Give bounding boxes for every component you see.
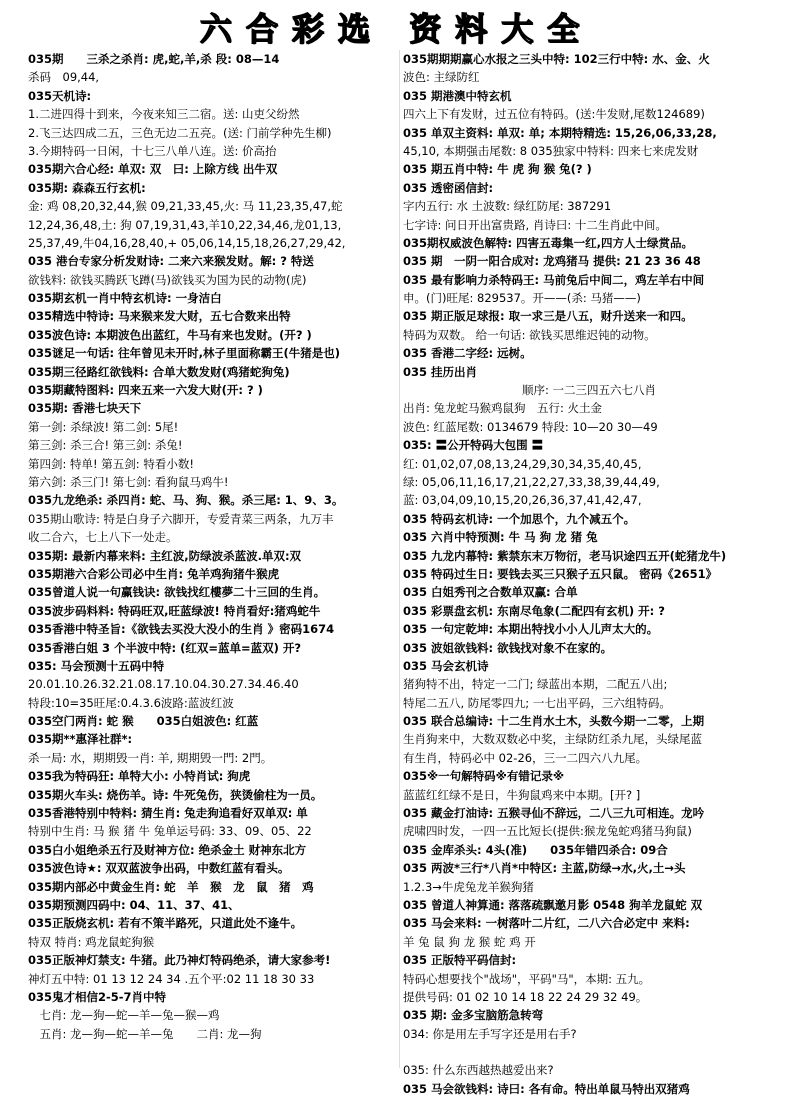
right-column-line: 035: 〓公开特码大包围 〓 xyxy=(403,438,544,453)
left-column-line: 五肖: 龙—狗—蛇—羊—兔 二肖: 龙—狗 xyxy=(28,1026,262,1041)
left-column-line: 金: 鸡 08,20,32,44,猴 09,21,33,45,火: 马 11,23,35,47,蛇 xyxy=(28,199,343,214)
left-column-line: 035香港中特圣旨:《欲钱去买没大没小的生肖 》密码1674 xyxy=(28,622,335,637)
left-column-line: 035天机诗: xyxy=(28,88,92,103)
right-column-line: 035 马会玄机诗 xyxy=(403,658,489,673)
right-column-line: 035 最有影响力杀特码王: 马前兔后中间二，鸡左羊右中间 xyxy=(403,272,705,287)
right-column-line: 035 藏金打油诗: 五猴寻仙不辞远，二八三九可相连。龙吟 xyxy=(403,806,705,821)
right-column-line: 羊 兔 鼠 狗 龙 猴 蛇 鸡 开 xyxy=(403,934,536,949)
left-column-line: 035期内部必中黄金生肖: 蛇 羊 猴 龙 鼠 猪 鸡 xyxy=(28,879,314,894)
right-column-line: 出肖: 兔龙蛇马猴鸡鼠狗 五行: 火土金 xyxy=(403,401,603,416)
left-column-line: 035波色诗★: 双双蓝波争出码，中数红蓝有看头。 xyxy=(28,861,290,876)
right-column-line: 035 白姐秀刊之合数单双赢: 合单 xyxy=(403,585,578,600)
left-column-line: 035香港特别中特料: 猜生肖: 兔走狗追看好双单双: 单 xyxy=(28,806,308,821)
right-column-line: 035 期: 金多宝脑筋急转弯 xyxy=(403,1008,544,1023)
left-column-line: 035我为特码狂: 单特大小: 小特肖试: 狗虎 xyxy=(28,769,251,784)
left-column-line: 12,24,36,48,土: 狗 07,19,31,43,羊10,22,34,46,龙01,13, xyxy=(28,217,342,232)
page-title: 六合彩选 资料大全 xyxy=(199,10,594,48)
right-column-line: 035 马会来料: 一树落叶二片红，二八六合必定中 来料: xyxy=(403,916,690,931)
right-column-line: 035 期正版足球报: 取一求三是八五，财升送来一和四。 xyxy=(403,309,693,324)
right-column-line: 035 期五肖中特: 牛 虎 狗 猴 兔(? ) xyxy=(403,162,592,177)
left-column-line: 25,37,49,牛04,16,28,40,+ 05,06,14,15,18,26,27,29,42, xyxy=(28,235,346,250)
right-column-line: 035 两波*三行*八肖*中特区: 主蓝,防绿→水,火,土→头 xyxy=(403,861,686,876)
left-column-line: 第六剑: 杀三门! 第七剑: 看狗鼠马鸡牛! xyxy=(28,474,229,489)
left-column xyxy=(28,50,400,1070)
right-column-line: 猪狗特不出，特定一二门; 绿蓝出本期，二配五八出; xyxy=(403,677,668,692)
left-column-line: 1.二进四得十到来，今夜来知三二宿。送: 山吏父纷然 xyxy=(28,107,300,122)
right-column-line: 申。(门)旺尾: 829537。开——(杀: 马猪——) xyxy=(403,291,641,306)
right-column-line: 波色: 主绿防红 xyxy=(403,70,480,85)
left-column-line: 035香港白姐 3 个半波中特: (红双=蓝单=蓝双) 开? xyxy=(28,640,302,655)
left-column-line: 第一剑: 杀绿波! 第二剑: 5尾! xyxy=(28,419,179,434)
left-column-line: 035九龙绝杀: 杀四肖: 蛇、马、狗、猴。杀三尾: 1、9、3。 xyxy=(28,493,344,508)
left-column-line: 035谜足一句话: 往年曾见未开时,林子里面称霸王(牛猪是也) xyxy=(28,346,340,361)
left-column-line: 特别中生肖: 马 猴 猪 牛 兔单运号码: 33、09、05、22 xyxy=(28,824,312,839)
right-column-line: 七字诗: 问日开出富贵路, 肖诗曰: 十二生肖此中间。 xyxy=(403,217,667,232)
left-column-line: 特双 特肖: 鸡龙鼠蛇狗猴 xyxy=(28,934,155,949)
right-column-line: 生肖狗来中，大数双数必中奖，主绿防红杀九尾，头绿尾蓝 xyxy=(403,732,702,747)
left-column-line: 3.今期特码一日闲，十七三八单八连。送: 价高抬 xyxy=(28,143,277,158)
left-column-line: 035期三径路红欲钱料: 合单大数发财(鸡猪蛇狗兔) xyxy=(28,364,290,379)
right-column-line: 绿: 05,06,11,16,17,21,22,27,33,38,39,44,49, xyxy=(403,474,660,489)
left-column-line: 035期六合心经: 单双: 双 曰: 上除方线 出牛双 xyxy=(28,162,278,177)
left-column-line: 035期山歌诗: 特是白身子六脚开，专爱青菜三两条，九万丰 xyxy=(28,511,334,526)
left-column-line: 欲钱料: 欲钱买腾跃飞蹲(马)欲钱买为国为民的动物(虎) xyxy=(28,272,307,287)
left-column-line: 035期玄机一肖中特玄机诗: 一身洁白 xyxy=(28,291,222,306)
right-column-line: 035 透密函信封: xyxy=(403,180,494,195)
right-column-line: 1.2.3→牛虎兔龙羊猴狗猪 xyxy=(403,879,534,894)
left-column-line: 035白小姐绝杀五行及财神方位: 绝杀金土 财神东北方 xyxy=(28,842,307,857)
right-column-line: 45,10, 本期强击尾数: 8 035独家中特料: 四来七来虎发财 xyxy=(403,143,699,158)
right-column-line: 035 期 一阴一阳合成对: 龙鸡猪马 提供: 21 23 36 48 xyxy=(403,254,701,269)
left-column-line: 035空门两肖: 蛇 猴 035白姐波色: 红蓝 xyxy=(28,714,259,729)
right-column-line: 035 六肖中特预测: 牛 马 狗 龙 猪 兔 xyxy=(403,530,598,545)
right-column-line: 035期权威波色解特: 四害五毒集一红,四方人士绿赏品。 xyxy=(403,235,693,250)
right-column-line: 字内五行: 水 土波数: 绿红防尾: 387291 xyxy=(403,199,612,214)
right-column-line: 035 正版特平码信封: xyxy=(403,953,517,968)
right-column-line: 红: 01,02,07,08,13,24,29,30,34,35,40,45, xyxy=(403,456,642,471)
left-column-line: 035波步码料料: 特码旺双,旺蓝绿波! 特肖看好:猪鸡蛇牛 xyxy=(28,603,321,618)
right-column-line: 蓝蓝红红绿不是日，牛狗鼠鸡来中本期。[开? ] xyxy=(403,787,641,802)
right-column-line: 特尾二五八, 防尾零四九; 一七出平码，三六组特码。 xyxy=(403,695,671,710)
left-column-line: 035曾道人说一句赢钱诀: 欲钱找红樓夢二十三回的生肖。 xyxy=(28,585,326,600)
right-column-line: 特码为双数。 给一句话: 欲钱买思维迟钝的动物。 xyxy=(403,327,656,342)
right-column-line: 035 单双主资料: 单双: 单; 本期特精选: 15,26,06,33,28, xyxy=(403,125,717,140)
right-column-line: 035期期期赢心水报之三头中特: 102三行中特: 水、金、火 xyxy=(403,52,710,66)
right-column-line: 035: 什么东西越热越爱出来? xyxy=(403,1063,554,1078)
left-column-line: 杀码 09,44, xyxy=(28,70,100,85)
right-column-line: 顺序: 一二三四五六七八肖 xyxy=(521,383,657,398)
right-column-line: 特码心想要找个"战场"，平码"马"，本期: 五九。 xyxy=(403,971,651,986)
right-column-line: 035 马会欲钱料: 诗曰: 各有命。特出单鼠马特出双猪鸡 xyxy=(403,1081,690,1096)
right-column-line: 035 特码玄机诗: 一个加思个，九个减五个。 xyxy=(403,511,636,526)
left-column-line: 035 港台专家分析发财诗: 二来六来猴发财。解: ? 特送 xyxy=(28,254,314,269)
left-column-line: 035正版烧玄机: 若有不策半路死，只道此处不逢牛。 xyxy=(28,916,303,931)
right-column-line: 蓝: 03,04,09,10,15,20,26,36,37,41,42,47, xyxy=(403,493,642,508)
right-column-line: 035 一句定乾坤: 本期出特找小小人儿声太大的。 xyxy=(403,622,659,637)
right-column-line: 035 波姐欲钱料: 欲钱找对象不在家的。 xyxy=(403,640,613,655)
right-column-line: 035 联合总编诗: 十二生肖水土木，头数今期一二零，上期 xyxy=(403,714,705,729)
left-column-line: 杀一局: 水，期期毁一肖: 羊, 期期毁一門: 2門。 xyxy=(28,750,273,765)
right-column-line: 四六上下有发财，过五位有特码。(送:牛发财,尾数124689) xyxy=(403,107,705,122)
left-column-line: 035期藏特图料: 四来五来一六发大财(开: ? ) xyxy=(28,383,263,398)
right-column-line: 虎啸四时发，一四一五比短长(提供:猴龙兔蛇鸡猪马狗鼠) xyxy=(403,824,692,839)
left-column-line: 035期火车头: 烧伤羊。诗: 牛死兔伤，狭烫偷柱为一员。 xyxy=(28,787,323,802)
left-column-line: 035期: 森森五行玄机: xyxy=(28,180,146,195)
left-column-line: 第三剑: 杀三合! 第三剑: 杀兔! xyxy=(28,438,183,453)
left-column-line: 神灯五中特: 01 13 12 24 34 .五个平:02 11 18 30 33 xyxy=(28,971,315,986)
left-column-line: 035期 三杀之杀肖: 虎,蛇,羊,杀 段: 08—14 xyxy=(28,52,280,66)
right-column-line: 035 期港澳中特玄机 xyxy=(403,88,512,103)
right-column-line: 有生肖，特码必中 02-26，三一二四六八九尾。 xyxy=(403,750,648,765)
left-column-line: 035鬼才相信2-5-7肖中特 xyxy=(28,989,167,1004)
right-column-line: 波色: 红蓝尾数: 0134679 特段: 10—20 30—49 xyxy=(403,419,658,434)
left-column-line: 035期: 香港七块天下 xyxy=(28,401,142,416)
left-column-line: 035期港六合彩公司必中生肖: 兔羊鸡狗猪牛猴虎 xyxy=(28,566,280,581)
right-column-line: 035 金库杀头: 4头(准) 035年错四杀合: 09合 xyxy=(403,842,668,857)
right-column-line: 035 九龙内幕特: 紫禁东末万物衍，老马识途四五开(蛇猪龙牛) xyxy=(403,548,727,563)
left-column-line: 七肖: 龙—狗—蛇—羊—兔—猴—鸡 xyxy=(28,1008,220,1023)
left-column-line: 035波色诗: 本期波色出蓝红，牛马有来也发财。(开? ) xyxy=(28,327,312,342)
right-column xyxy=(403,50,775,1096)
left-column-line: 第四剑: 特单! 第五剑: 特看小数! xyxy=(28,456,194,471)
left-column-line: 035精选中特诗: 马来猴来发大财，五七合数来出特 xyxy=(28,309,291,324)
right-column-line: 035 曾道人神算通: 落落疏飘邀月影 0548 狗羊龙鼠蛇 双 xyxy=(403,897,703,912)
right-column-line: 035※一句解特码※有错记录※ xyxy=(403,769,565,784)
right-column-line: 035 彩票盘玄机: 东南尽龟象(二配四有玄机) 开: ? xyxy=(403,603,665,618)
left-column-line: 035期: 最新内幕来料: 主红波,防绿波杀蓝波.单双:双 xyxy=(28,548,302,563)
left-column-line: 收二合六，七上八下一处走。 xyxy=(28,530,178,545)
left-column-line: 特段:10=35旺尾:0.4.3.6波路:蓝波红波 xyxy=(28,695,234,710)
left-column-line: 035期**惠泽社群*: xyxy=(28,732,133,747)
left-column-line: 035正版神灯禁支: 牛猪。此乃神灯特码绝杀，请大家参考! xyxy=(28,953,331,968)
right-column-line: 提供号码: 01 02 10 14 18 22 24 29 32 49。 xyxy=(403,989,648,1004)
right-column-line xyxy=(403,1043,775,1061)
left-column-line: 2.飞三达四成二五，三色无边二五亮。(送: 门前学种先生柳) xyxy=(28,125,332,140)
right-column-line: 034: 你是用左手写字还是用右手? xyxy=(403,1026,577,1041)
left-column-line: 20.01.10.26.32.21.08.17.10.04.30.27.34.46.40 xyxy=(28,677,299,692)
right-column-line: 035 特码过生日: 要钱去买三只猴子五只鼠。 密码《2651》 xyxy=(403,566,718,581)
left-column-line: 035: 马会预测十五码中特 xyxy=(28,658,165,673)
left-column-line: 035期预测四码中: 04、11、37、41、 xyxy=(28,897,240,912)
right-column-line: 035 挂历出肖 xyxy=(403,364,478,379)
right-column-line: 035 香港二字经: 远树。 xyxy=(403,346,532,361)
